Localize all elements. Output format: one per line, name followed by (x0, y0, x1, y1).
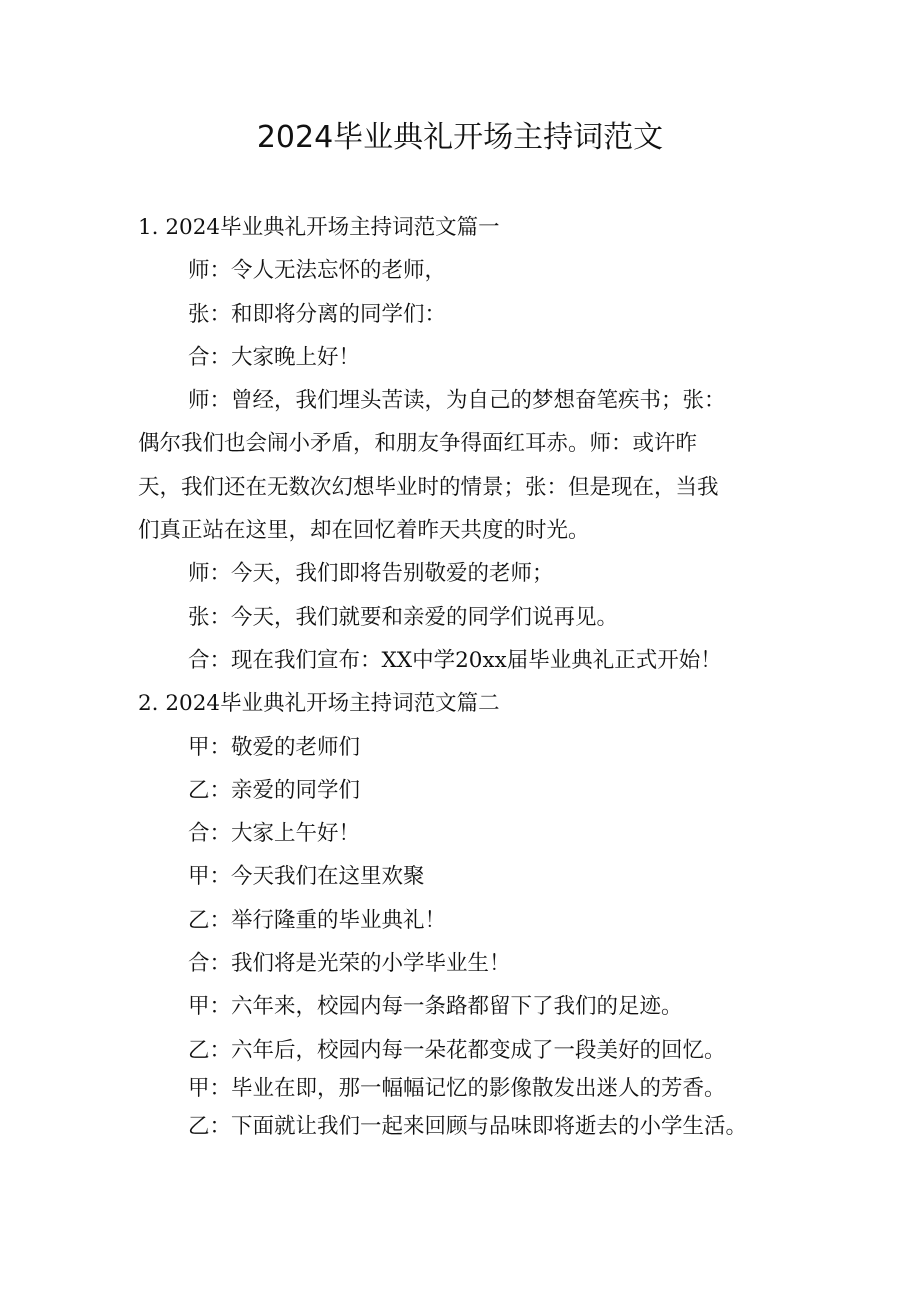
section-heading: 2. 2024毕业典礼开场主持词范文篇二 (138, 691, 500, 717)
text-line: 师：曾经，我们埋头苦读，为自己的梦想奋笔疾书；张： (188, 388, 726, 414)
text-line: 天，我们还在无数次幻想毕业时的情景；张：但是现在，当我 (138, 474, 719, 500)
document-title: 2024毕业典礼开场主持词范文 (256, 120, 664, 155)
text-line: 乙：举行隆重的毕业典礼！ (188, 907, 447, 933)
text-line: 合：大家上午好！ (188, 821, 361, 847)
text-line: 合：我们将是光荣的小学毕业生！ (188, 951, 511, 977)
text-line: 偶尔我们也会闹小矛盾，和朋友争得面红耳赤。师：或许昨 (138, 431, 698, 457)
text-line: 乙：亲爱的同学们 (188, 777, 361, 803)
document-body (138, 206, 788, 1148)
section-heading: 1. 2024毕业典礼开场主持词范文篇一 (138, 215, 500, 240)
text-line: 乙：六年后，校园内每一朵花都变成了一段美好的回忆。 (188, 1037, 726, 1063)
text-line: 乙：下面就让我们一起来回顾与品味即将逝去的小学生活。 (188, 1113, 748, 1139)
text-line: 甲：六年来，校园内每一条路都留下了我们的足迹。 (188, 994, 683, 1020)
text-line: 甲：敬爱的老师们 (188, 734, 361, 760)
text-line: 甲：今天我们在这里欢聚 (188, 864, 425, 890)
text-line: 师：今天，我们即将告别敬爱的老师； (188, 561, 554, 587)
text-line: 师：令人无法忘怀的老师， (188, 258, 447, 284)
text-line: 合：大家晚上好！ (188, 344, 361, 370)
text-line: 合：现在我们宣布：XX中学20xx届毕业典礼正式开始！ (188, 647, 722, 673)
text-line: 张：和即将分离的同学们： (188, 301, 447, 327)
text-line: 张：今天，我们就要和亲爱的同学们说再见。 (188, 604, 619, 630)
text-line: 甲：毕业在即，那一幅幅记忆的影像散发出迷人的芳香。 (188, 1075, 726, 1101)
text-line: 们真正站在这里，却在回忆着昨天共度的时光。 (138, 518, 590, 544)
